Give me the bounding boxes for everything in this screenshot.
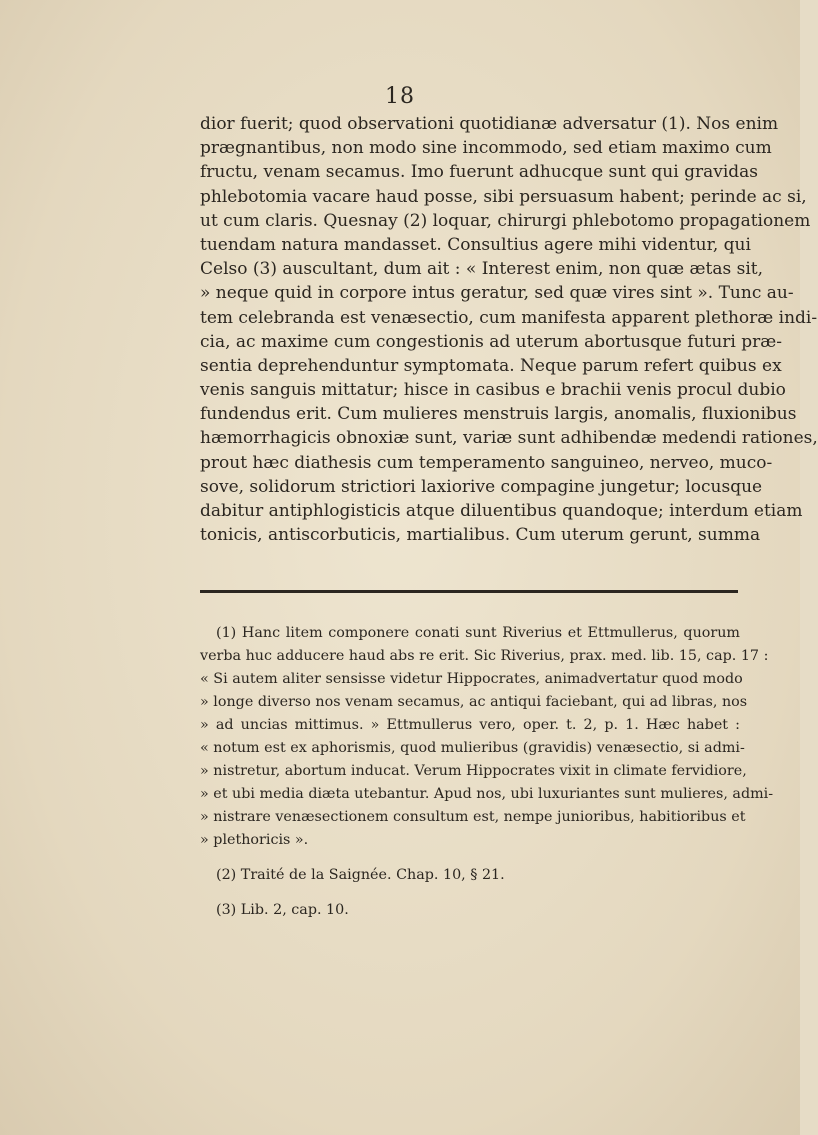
footnote-1-line: » nistretur, abortum inducat. Verum Hippocrates vixit in climate fervidiore, (200, 763, 747, 779)
body-line: prægnantibus, non modo sine incommodo, sed etiam maximo cum (200, 138, 772, 159)
footnote-1-line: » ad uncias mittimus. » Ettmullerus vero, oper. t. 2, p. 1. Hæc habet : (200, 717, 740, 733)
body-line: sove, solidorum strictiori laxiorive compagine jungetur; locusque (200, 476, 763, 497)
body-line: fundendus erit. Cum mulieres menstruis largis, anomalis, fluxionibus (200, 404, 797, 425)
body-line: dior fuerit; quod observationi quotidianæ adversatur (1). Nos enim (200, 114, 779, 134)
page-number: 18 (385, 84, 415, 109)
footnote-3: (3) Lib. 2, cap. 10. (216, 902, 349, 918)
body-line: phlebotomia vacare haud posse, sibi persuasum habent; perinde ac si, (200, 186, 807, 207)
footnotes (200, 622, 774, 922)
footnote-1-line: « notum est ex aphorismis, quod mulieribus (gravidis) venæsectio, si admi- (200, 740, 745, 756)
body-line: prout hæc diathesis cum temperamento sanguineo, nerveo, muco- (200, 452, 773, 473)
body-line: tuendam natura mandasset. Consultius agere mihi videntur, qui (200, 234, 751, 255)
footnote-1-line: verba huc adducere haud abs re erit. Sic Riverius, prax. med. lib. 15, cap. 17 : (200, 648, 769, 664)
body-line: ut cum claris. Quesnay (2) loquar, chirurgi phlebotomo propagationem (200, 210, 811, 231)
body-line: hæmorrhagicis obnoxiæ sunt, variæ sunt adhibendæ medendi rationes, (200, 428, 818, 449)
body-line: sentia deprehenduntur symptomata. Neque parum refert quibus ex (200, 355, 782, 376)
body-line: tonicis, antiscorbuticis, martialibus. Cum uterum gerunt, summa (200, 525, 761, 546)
body-line: cia, ac maxime cum congestionis ad uterum abortusque futuri præ- (200, 331, 782, 352)
footnote-1-line: (1) Hanc litem componere conati sunt Riverius et Ettmullerus, quorum (216, 625, 740, 641)
body-line: Celso (3) auscultant, dum ait : « Interest enim, non quæ ætas sit, (200, 259, 764, 280)
body-line: » neque quid in corpore intus geratur, sed quæ vires sint ». Tunc au- (200, 283, 794, 304)
footnote-divider (200, 590, 738, 593)
body-line: fructu, venam secamus. Imo fuerunt adhucque sunt qui gravidas (200, 162, 759, 183)
footnote-1-line: « Si autem aliter sensisse videtur Hippocrates, animadvertatur quod modo (200, 671, 743, 687)
body-line: tem celebranda est venæsectio, cum manifesta apparent plethoræ indi- (200, 307, 818, 328)
footnote-1-line: » longe diverso nos venam secamus, ac antiqui faciebant, qui ad libras, nos (200, 694, 748, 710)
footnote-1-line: » et ubi media diæta utebantur. Apud nos, ubi luxuriantes sunt mulieres, admi- (200, 786, 774, 802)
body-text (200, 112, 818, 547)
footnote-2: (2) Traité de la Saignée. Chap. 10, § 21. (216, 867, 505, 883)
footnote-1-line: » nistrare venæsectionem consultum est, nempe junioribus, habitioribus et (200, 809, 746, 825)
body-line: dabitur antiphlogisticis atque diluentibus quandoque; interdum etiam (200, 501, 803, 521)
body-line: venis sanguis mittatur; hisce in casibus e brachii venis procul dubio (200, 380, 786, 401)
footnote-1-line: » plethoricis ». (200, 832, 309, 848)
